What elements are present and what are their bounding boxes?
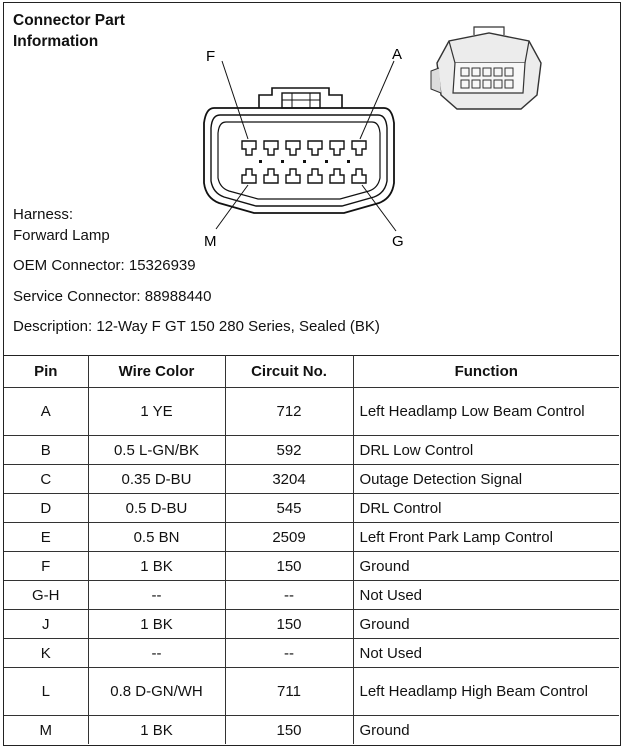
connector-face-diagram — [184, 33, 424, 253]
table-row — [4, 639, 619, 668]
column-header-wire-color: Wire Color — [88, 356, 225, 388]
pin-label-m: M — [204, 233, 217, 250]
function-cell: Ground — [353, 610, 619, 639]
connector-description: Description: 12-Way F GT 150 280 Series, Sealed (BK) — [13, 318, 380, 335]
table-row — [4, 523, 619, 552]
function-cell: Not Used — [353, 639, 619, 668]
wire-color-cell: 0.5 D-BU — [88, 494, 225, 523]
pin-label-f: F — [206, 48, 216, 65]
service-connector: Service Connector: 88988440 — [13, 288, 212, 305]
pin-cell: K — [4, 639, 88, 668]
circuit-cell: 592 — [225, 436, 353, 465]
table-row — [4, 581, 619, 610]
connector-photo — [429, 23, 549, 118]
circuit-cell: 712 — [225, 388, 353, 436]
wire-color-cell: 0.35 D-BU — [88, 465, 225, 494]
circuit-cell: 150 — [225, 552, 353, 581]
function-cell: Not Used — [353, 581, 619, 610]
harness-label: Harness: — [13, 206, 74, 223]
table-row — [4, 552, 619, 581]
function-cell: DRL Low Control — [353, 436, 619, 465]
table-row — [4, 668, 619, 716]
circuit-cell: -- — [225, 581, 353, 610]
circuit-cell: 545 — [225, 494, 353, 523]
wire-color-cell: -- — [88, 639, 225, 668]
circuit-cell: 2509 — [225, 523, 353, 552]
pin-cell: D — [4, 494, 88, 523]
wire-color-cell: 1 YE — [88, 388, 225, 436]
harness-value: Forward Lamp — [13, 227, 110, 244]
pin-cell: C — [4, 465, 88, 494]
pin-cell: G-H — [4, 581, 88, 610]
function-cell: Outage Detection Signal — [353, 465, 619, 494]
wire-color-cell: 0.5 L-GN/BK — [88, 436, 225, 465]
function-cell: Ground — [353, 552, 619, 581]
pin-cell: E — [4, 523, 88, 552]
column-header-pin: Pin — [4, 356, 88, 388]
table-row — [4, 436, 619, 465]
table-row — [4, 494, 619, 523]
connector-header — [4, 3, 620, 355]
table-row — [4, 465, 619, 494]
table-row — [4, 716, 619, 745]
column-header-function: Function — [353, 356, 619, 388]
circuit-cell: 150 — [225, 716, 353, 745]
column-header-circuit: Circuit No. — [225, 356, 353, 388]
table-header-row — [4, 356, 619, 388]
pin-cell: B — [4, 436, 88, 465]
function-cell: Ground — [353, 716, 619, 745]
table-row — [4, 610, 619, 639]
pin-label-g: G — [392, 233, 404, 250]
circuit-cell: 3204 — [225, 465, 353, 494]
circuit-cell: 711 — [225, 668, 353, 716]
circuit-cell: 150 — [225, 610, 353, 639]
function-cell: Left Headlamp High Beam Control — [353, 668, 619, 716]
pin-cell: F — [4, 552, 88, 581]
pin-cell: J — [4, 610, 88, 639]
pin-cell: A — [4, 388, 88, 436]
oem-connector: OEM Connector: 15326939 — [13, 257, 196, 274]
pin-cell: L — [4, 668, 88, 716]
circuit-cell: -- — [225, 639, 353, 668]
wire-color-cell: 1 BK — [88, 716, 225, 745]
section-title: Connector Part Information — [13, 12, 125, 50]
function-cell: DRL Control — [353, 494, 619, 523]
wire-color-cell: 1 BK — [88, 552, 225, 581]
wire-color-cell: -- — [88, 581, 225, 610]
wire-color-cell: 0.8 D-GN/WH — [88, 668, 225, 716]
function-cell: Left Front Park Lamp Control — [353, 523, 619, 552]
wire-color-cell: 1 BK — [88, 610, 225, 639]
pin-cell: M — [4, 716, 88, 745]
table-row — [4, 388, 619, 436]
function-cell: Left Headlamp Low Beam Control — [353, 388, 619, 436]
connector-info-panel — [3, 2, 621, 746]
wire-color-cell: 0.5 BN — [88, 523, 225, 552]
pinout-table — [4, 355, 619, 744]
pin-label-a: A — [392, 46, 403, 63]
